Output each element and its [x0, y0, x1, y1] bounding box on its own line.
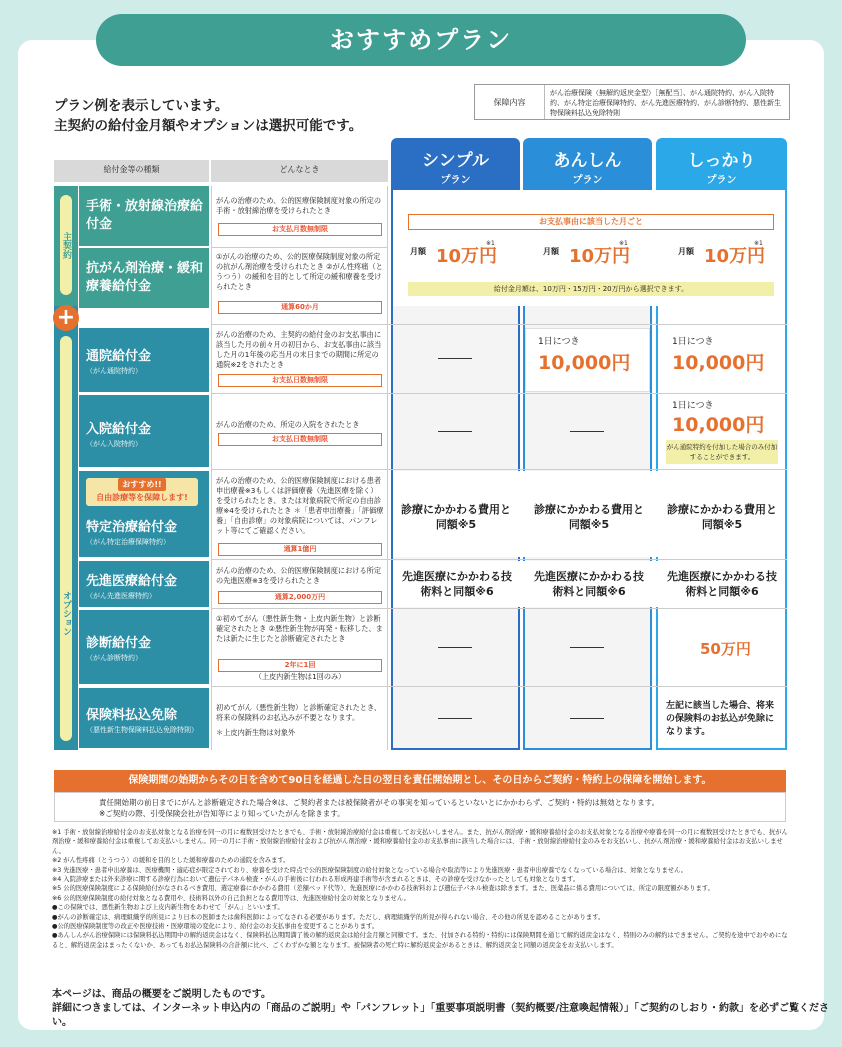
- row-inpatient-title: 入院給付金: [86, 422, 152, 437]
- row-waiver-title: 保険料払込免除: [86, 708, 178, 723]
- simple-note-mark: ※1: [486, 240, 495, 247]
- footnote-4: ※4 入院診療または外来診療に関する診療行為において遺伝子パネル検査・がんの手術後に行われる形成再建手術等が含まれるときは、その診療を受けなかったとしても対象となります。: [52, 876, 580, 884]
- row-advanced-title: 先進医療給付金: [86, 574, 178, 589]
- row-advanced-sub: （がん先進医療特約）: [86, 592, 156, 600]
- simple-special-text: 診療にかかわる費用と同額※5: [401, 503, 511, 531]
- divider: [211, 247, 388, 248]
- row-waiver-when: 初めてがん（悪性新生物）と診断確定されたとき、将来の保険料のお払込みが不要となります。: [216, 703, 382, 722]
- plus-icon: +: [53, 305, 79, 331]
- intro-text: [54, 96, 362, 136]
- row-inpatient-name: [86, 418, 151, 449]
- row-outpatient-tag: お支払日数無制限: [218, 374, 382, 387]
- footnote-1: ※1 手術・放射線治療給付金のお支払対象となる治療を同一の月に複数回受けたときでも、手術・放射線治療給付金は重複してお支払いしません。また、抗がん剤治療・緩和療養給付金のお支払対象となる治療や療養を同一の月に複数回受けたときでも、抗がん剤治療・緩和療養給付金は重複してお支払いしません。同一の月に手術・放射線治療給付金および抗がん剤治療・緩和療養給付金のお支払事由に該当した場合には、手術・放射線治療給付金のみをお支払いし、抗がん剤治療・緩和療養給付金はお支払いしません。: [52, 829, 788, 855]
- plan-sub-simple: プラン: [440, 175, 471, 186]
- row-surgery-when: がんの治療のため、公的医療保険制度対象の所定の手術・放射線治療を受けられたとき: [216, 196, 382, 215]
- coverage-text: がん治療保険（無解約返戻金型）［無配当］、がん通院特約、がん入院特約、がん特定治療保障特約、がん先進医療特約、がん診断特約、悪性新生物保険料払込免除特則: [550, 89, 781, 117]
- row-special-title: 特定治療給付金: [86, 520, 178, 535]
- plan-header-shikkari: [656, 138, 787, 190]
- footnotes: [52, 828, 792, 950]
- shikkari-monthly-amount: 10万円: [704, 246, 766, 267]
- main-contract-label: 主契約: [60, 195, 72, 295]
- bottom-notice: [52, 988, 842, 1030]
- simple-monthly-amount: 10万円: [436, 246, 498, 267]
- option-label: オプション: [60, 336, 72, 741]
- plan-sub-shikkari: プラン: [706, 175, 737, 186]
- page-title: おすすめプラン: [96, 14, 746, 66]
- intro-line-2: 主契約の給付金月額やオプションは選択可能です。: [54, 118, 363, 134]
- coverage-box: [474, 84, 790, 120]
- anshin-diagnosis-dash: [570, 647, 604, 648]
- row-outpatient-name: [86, 345, 151, 376]
- shikkari-outpatient-amount: 10,000円: [672, 352, 765, 374]
- row-waiver-note: ＊上皮内新生物は対象外: [216, 728, 296, 737]
- header-when: どんなとき: [211, 160, 388, 182]
- row-outpatient-when: がんの治療のため、主契約の給付金のお支払事由に該当した月の前々月の初日から、お支払事由に該当した月の1年後の応当月の末日までの期間に所定の通院※2をされたとき: [216, 330, 382, 369]
- row-special-sub: （がん特定治療保障特約）: [86, 538, 170, 546]
- row-special-name: [86, 516, 177, 547]
- header-benefit-type: 給付金等の種類: [54, 160, 209, 182]
- plan-header-simple: [391, 138, 520, 190]
- note-line-2: ※ご契約の際、引受保険会社が告知等により知っていたがんを除きます。: [99, 809, 345, 818]
- plan-header-anshin: [523, 138, 652, 190]
- bottom-line-2: 詳細につきましては、インターネット申込内の「商品のご説明」や「パンフレット」「重要事項説明書（契約概要/注意喚起情報）」「ご契約のしおり・約款」を必ずご覧ください。: [52, 1003, 830, 1028]
- footnote-2: ※2 がん性疼痛（とうつう）の緩和を目的とした緩和療養のための通院を含みます。: [52, 857, 290, 865]
- footnote-3: ※3 先進医療・患者申出療養は、医療機関・適応症が限定されており、療養を受けた時点で公的医療保険制度の給付対象となっている場合や取消等により先進医療・患者申出療養でなくなっている場合は、対象となりません。: [52, 866, 688, 874]
- anshin-outpatient-amount: 10,000円: [538, 352, 631, 374]
- shikkari-note-mark: ※1: [754, 240, 763, 247]
- row-outpatient-title: 通院給付金: [86, 349, 152, 364]
- anshin-waiver-dash: [570, 718, 604, 719]
- shikkari-special-text: 診療にかかわる費用と同額※5: [667, 503, 777, 531]
- intro-line-1: プラン例を表示しています。: [54, 98, 229, 114]
- row-diagnosis-sub: （がん診断特約）: [86, 654, 142, 662]
- plan-sub-anshin: プラン: [572, 175, 603, 186]
- invalid-contract-note: [54, 792, 786, 822]
- row-outpatient-sub: （がん通院特約）: [86, 367, 142, 375]
- shikkari-inpatient-amount: 10,000円: [672, 414, 765, 436]
- shikkari-advanced-text: 先進医療にかかわる技術料と同額※6: [667, 570, 777, 598]
- footnote-8: ●がんの診断確定は、病理組織学的所見により日本の医師または歯科医師によってなされる必要があります。ただし、病理組織学的所見が得られない場合、その他の所見を認めることがあります。: [52, 913, 605, 921]
- divider: [211, 608, 787, 609]
- row-surgery-tag: お支払月数無制限: [218, 223, 382, 236]
- row-chemo-tag: 通算60か月: [218, 301, 382, 314]
- row-diagnosis-name: [86, 632, 151, 663]
- simple-diagnosis-dash: [438, 647, 472, 648]
- divider: [211, 559, 787, 560]
- row-inpatient-tag: お支払日数無制限: [218, 433, 382, 446]
- main-amount-options: 給付金月額は、10万円・15万円・20万円から選択できます。: [408, 282, 774, 296]
- row-waiver-sub: （悪性新生物保険料払込免除特則）: [86, 726, 198, 734]
- simple-monthly-label: 月額: [410, 247, 426, 256]
- divider: [211, 393, 787, 394]
- anshin-monthly-amount: 10万円: [569, 246, 631, 267]
- plan-name-simple: シンプル: [422, 151, 489, 171]
- shikkari-monthly-label: 月額: [678, 247, 694, 256]
- simple-advanced-text: 先進医療にかかわる技術料と同額※6: [402, 570, 512, 598]
- row-diagnosis-tag: 2年に1回: [218, 659, 382, 672]
- footnote-6: ※6 公的医療保険制度の給付対象となる費用や、技術料以外の自己負担となる費用等は、先進医療給付金の対象となりません。: [52, 894, 410, 902]
- row-inpatient-sub: （がん入院特約）: [86, 440, 142, 448]
- shikkari-inpatient-per-day: 1日につき: [672, 401, 714, 411]
- row-chemo-when: ①がんの治療のため、公的医療保険制度対象の所定の抗がん剤治療を受けられたとき ②がん性疼痛（とうつう）の緩和を目的として所定の緩和療養を受けられたとき: [216, 252, 383, 291]
- anshin-inpatient-dash: [570, 431, 604, 432]
- plan-name-shikkari: しっかり: [687, 151, 756, 171]
- row-surgery-name: 手術・放射線治療給付金: [86, 199, 204, 232]
- footnote-5: ※5 公的医療保険制度による保険給付がなされるべき費用、選定療養にかかわる費用（差額ベッド代等）、先進医療にかかわる技術料および遺伝子パネル検査は除きます。また、医薬品に係る費用については、所定の限度額があります。: [52, 885, 714, 893]
- row-advanced-when: がんの治療のため、公的医療保険制度における所定の先進医療※3を受けられたとき: [216, 566, 382, 585]
- row-chemo-name: 抗がん剤治療・緩和療養給付金: [86, 261, 204, 294]
- recommend-badge-bottom: 自由診療等を保障します!: [96, 493, 188, 502]
- recommend-badge: [86, 478, 198, 506]
- row-special-when: がんの治療のため、公的医療保険制度における患者申出療養※3もしくは評価療養（先進医療を除く）を受けられたとき、または対象病院で所定の自由診療※4を受けられたとき ＊「患者申出療養」「評価療養」「自由診療」の対象病院については、パンフレット等にてご確認ください。: [216, 476, 384, 535]
- shikkari-inpatient-note: がん通院特約を付加した場合のみ付加することができます。: [666, 440, 778, 464]
- simple-waiver-dash: [438, 718, 472, 719]
- anshin-outpatient-per-day: 1日につき: [538, 337, 580, 347]
- plan-name-anshin: あんしん: [553, 151, 622, 171]
- anshin-note-mark: ※1: [619, 240, 628, 247]
- row-inpatient-when: がんの治療のため、所定の入院をされたとき: [216, 420, 360, 429]
- bottom-line-1: 本ページは、商品の概要をご説明したものです。: [52, 989, 271, 1000]
- divider: [211, 324, 787, 325]
- row-special-tag: 通算1億円: [218, 543, 382, 556]
- simple-outpatient-dash: [438, 358, 472, 359]
- coverage-label: 保障内容: [475, 85, 545, 119]
- footnote-10: ●あんしんがん治療保険には保険料払込期間中の解約返戻金はなく、保険料払込期間満了後の解約返戻金は給付金月額と同額です。また、付加される特約・特約には保険期間を通じて解約返戻金はなく、特則のみの解約はできません。ご契約を途中でおやめになると、解約返戻金はまったくないか、あってもお払込保険料の合計額に比べ、ごくわずかな額となります。被保険者の死亡時に解約返戻金があるときは、解約返戻金と同額の返戻金をお支払いします。: [52, 932, 788, 949]
- anshin-monthly-label: 月額: [543, 247, 559, 256]
- divider: [211, 469, 787, 470]
- row-advanced-tag: 通算2,000万円: [218, 591, 382, 604]
- footnote-7: ●この保険では、悪性新生物および上皮内新生物をあわせて「がん」といいます。: [52, 904, 284, 912]
- row-waiver-name: [86, 704, 198, 735]
- shikkari-outpatient-per-day: 1日につき: [672, 337, 714, 347]
- divider: [211, 686, 787, 687]
- recommend-badge-top: おすすめ!!: [118, 478, 165, 491]
- anshin-advanced-text: 先進医療にかかわる技術料と同額※6: [534, 570, 644, 598]
- anshin-special-text: 診療にかかわる費用と同額※5: [534, 503, 644, 531]
- row-diagnosis-tag2: （上皮内新生物は1回のみ）: [254, 672, 346, 681]
- shikkari-waiver-text: 左記に該当した場合、将来の保険料のお払込が免除になります。: [666, 701, 775, 737]
- simple-inpatient-dash: [438, 431, 472, 432]
- note-line-1: 責任開始期の前日までにがんと診断確定された場合※は、ご契約者または被保険者がその事実を知っているといないとにかかわらず、ご契約・特約は無効となります。: [99, 798, 660, 807]
- row-diagnosis-title: 診断給付金: [86, 636, 152, 651]
- footnote-9: ●公的医療保険制度等の改正や医療技術・医療環境の変化により、給付金のお支払事由を変更することがあります。: [52, 923, 379, 931]
- row-diagnosis-when: ①初めてがん（悪性新生物・上皮内新生物）と診断確定されたとき ②悪性新生物が再発・転移した、または新たに生じたと診断確定されたとき: [216, 614, 383, 643]
- shikkari-diagnosis-amount: 50万円: [700, 640, 751, 658]
- main-payment-condition: お支払事由に該当した月ごと: [408, 214, 774, 230]
- coverage-start-banner: 保険期間の始期からその日を含めて90日を経過した日の翌日を責任開始期とし、その日からご契約・特約上の保障を開始します。: [54, 770, 786, 792]
- row-advanced-name: [86, 570, 177, 601]
